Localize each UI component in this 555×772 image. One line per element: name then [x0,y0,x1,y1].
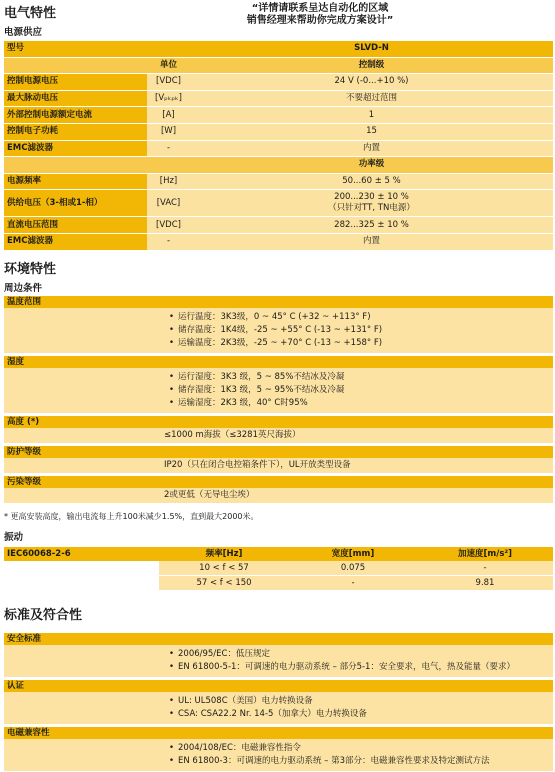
page-title: 电气特性 [4,6,57,21]
temperature-block [4,296,553,353]
table-header-row [4,41,553,57]
list-item: • 运行温度：3K3级，0 ~ 45° C (+32 ~ +113° F) [4,311,553,324]
protection-block [4,446,553,473]
list-item: • 运行湿度：3K3 级，5 ~ 85%不结冰及冷凝 [4,371,553,384]
cell-width: 0.075 [289,561,417,576]
row-label: 最大脉动电压 [4,90,147,107]
emc-block [4,727,553,771]
row-label: 直流电压范围 [4,217,147,234]
row-unit: [W] [147,123,190,140]
col-model-header: 型号 [4,41,147,57]
humidity-block [4,356,553,413]
row-unit: - [147,233,190,250]
row-unit: [Vₚₖₚₖ] [147,90,190,107]
list-item: • 2006/95/EC：低压规定 [4,648,553,661]
pollution-value: 2或更低（无导电尘埃） [4,488,553,503]
row-unit: [A] [147,107,190,124]
slogan [170,3,470,27]
row-unit: [VDC] [147,74,190,91]
row-value: 50...60 ± 5 % [190,173,553,190]
row-value [190,190,553,217]
certification-block [4,680,553,724]
cell-frequency: 10 < f < 57 [159,561,289,576]
power-supply-table [4,41,553,251]
list-item: • UL: UL508C（美国）电力转换设备 [4,695,553,708]
table-header-row [4,547,553,561]
safety-block [4,633,553,677]
cell-frequency: 57 < f < 150 [159,576,289,591]
row-value: 15 [190,123,553,140]
col-acceleration-header: 加速度[m/s²] [457,549,512,559]
table-row [4,217,553,234]
table-subheader-row [4,157,553,174]
row-value: 不要超过范围 [190,90,553,107]
list-item: • 2004/108/EC：电磁兼容性指令 [4,742,553,755]
row-value: 内置 [190,140,553,157]
section-subtitle-power: 电源供应 [4,27,43,38]
vibration-standard: IEC60068-2-6 [7,549,71,559]
list-item: • EN 61800-5-1：可调速的电力驱动系统 – 部分5-1：安全要求，电气，热及能量（要求） [4,661,553,674]
row-value: 内置 [190,233,553,250]
footnote: * 更高安装高度，输出电流每上升100米减少1.5%，直到最大2000米。 [4,512,259,521]
col-frequency-header: 频率[Hz] [205,549,243,559]
row-value: 282...325 ± 10 % [190,217,553,234]
slogan-line-1: “详情请联系呈达自动化的区域 [251,3,389,14]
cell-acceleration: - [417,561,553,576]
slogan-line-2: 销售经理来帮助你完成方案设计” [246,15,394,26]
list-item: • 储存温度：1K4级，-25 ~ +55° C (-13 ~ +131° F) [4,324,553,337]
list-item: • 运输温度：2K3级，-25 ~ +70° C (-13 ~ +158° F) [4,337,553,350]
row-label: EMC滤波器 [4,233,147,250]
altitude-value: ≤1000 m海拔（≤3281英尺海拔） [4,428,553,443]
environment-title: 环境特性 [4,262,57,277]
safety-label: 安全标准 [4,633,553,645]
vibration-title: 振动 [4,532,24,543]
table-row [4,74,553,91]
row-label: 电源频率 [4,173,147,190]
list-item: • EN 61800-3：可调速的电力驱动系统 – 第3部分：电磁兼容性要求及特定测试方法 [4,755,553,768]
humidity-label: 湿度 [4,356,553,368]
row-label: 供给电压（3-相或1-相） [4,190,147,217]
pollution-label: 污染等级 [4,476,553,488]
table-row [4,576,553,591]
row-label: EMC滤波器 [4,140,147,157]
table-row [4,107,553,124]
vibration-table [4,547,553,590]
row-label: 控制电源电压 [4,74,147,91]
list-item: • 储存湿度：1K3 级，5 ~ 95%不结冰及冷凝 [4,384,553,397]
altitude-label: 高度 (*) [4,416,553,428]
cell-acceleration: 9.81 [417,576,553,591]
row-unit: [VAC] [147,190,190,217]
altitude-block [4,416,553,443]
protection-label: 防护等级 [4,446,553,458]
col-unit-header: 单位 [147,57,190,74]
table-row [4,140,553,157]
protection-value: IP20（只在闭合电控箱条件下），UL开放类型设备 [4,458,553,473]
standards-title: 标准及符合性 [4,608,83,623]
certification-label: 认证 [4,680,553,692]
row-unit: [Hz] [147,173,190,190]
table-row [4,90,553,107]
pollution-block [4,476,553,503]
control-level-header: 控制级 [190,57,553,74]
temperature-label: 温度范围 [4,296,553,308]
row-value-line-2: （只针对TT, TN电源） [328,203,415,214]
col-width-header: 宽度[mm] [331,549,375,559]
row-value-line-1: 200...230 ± 10 % [334,192,409,203]
table-row [4,190,553,217]
environment-subtitle: 周边条件 [4,283,43,294]
row-unit: [VDC] [147,217,190,234]
cell-width: - [289,576,417,591]
row-label: 控制电子功耗 [4,123,147,140]
model-name: SLVD-N [190,41,553,57]
list-item: • 运输湿度：2K3 级，40° C时95% [4,397,553,410]
table-row [4,173,553,190]
row-label: 外部控制电源额定电流 [4,107,147,124]
row-value: 24 V (-0...+10 %) [190,74,553,91]
table-subheader-row [4,57,553,74]
table-row [4,561,553,576]
row-unit: - [147,140,190,157]
list-item: • CSA: CSA22.2 Nr. 14-5（加拿大）电力转换设备 [4,708,553,721]
power-level-header: 功率级 [190,157,553,174]
emc-label: 电磁兼容性 [4,727,553,739]
row-value: 1 [190,107,553,124]
table-row [4,123,553,140]
table-row [4,233,553,250]
